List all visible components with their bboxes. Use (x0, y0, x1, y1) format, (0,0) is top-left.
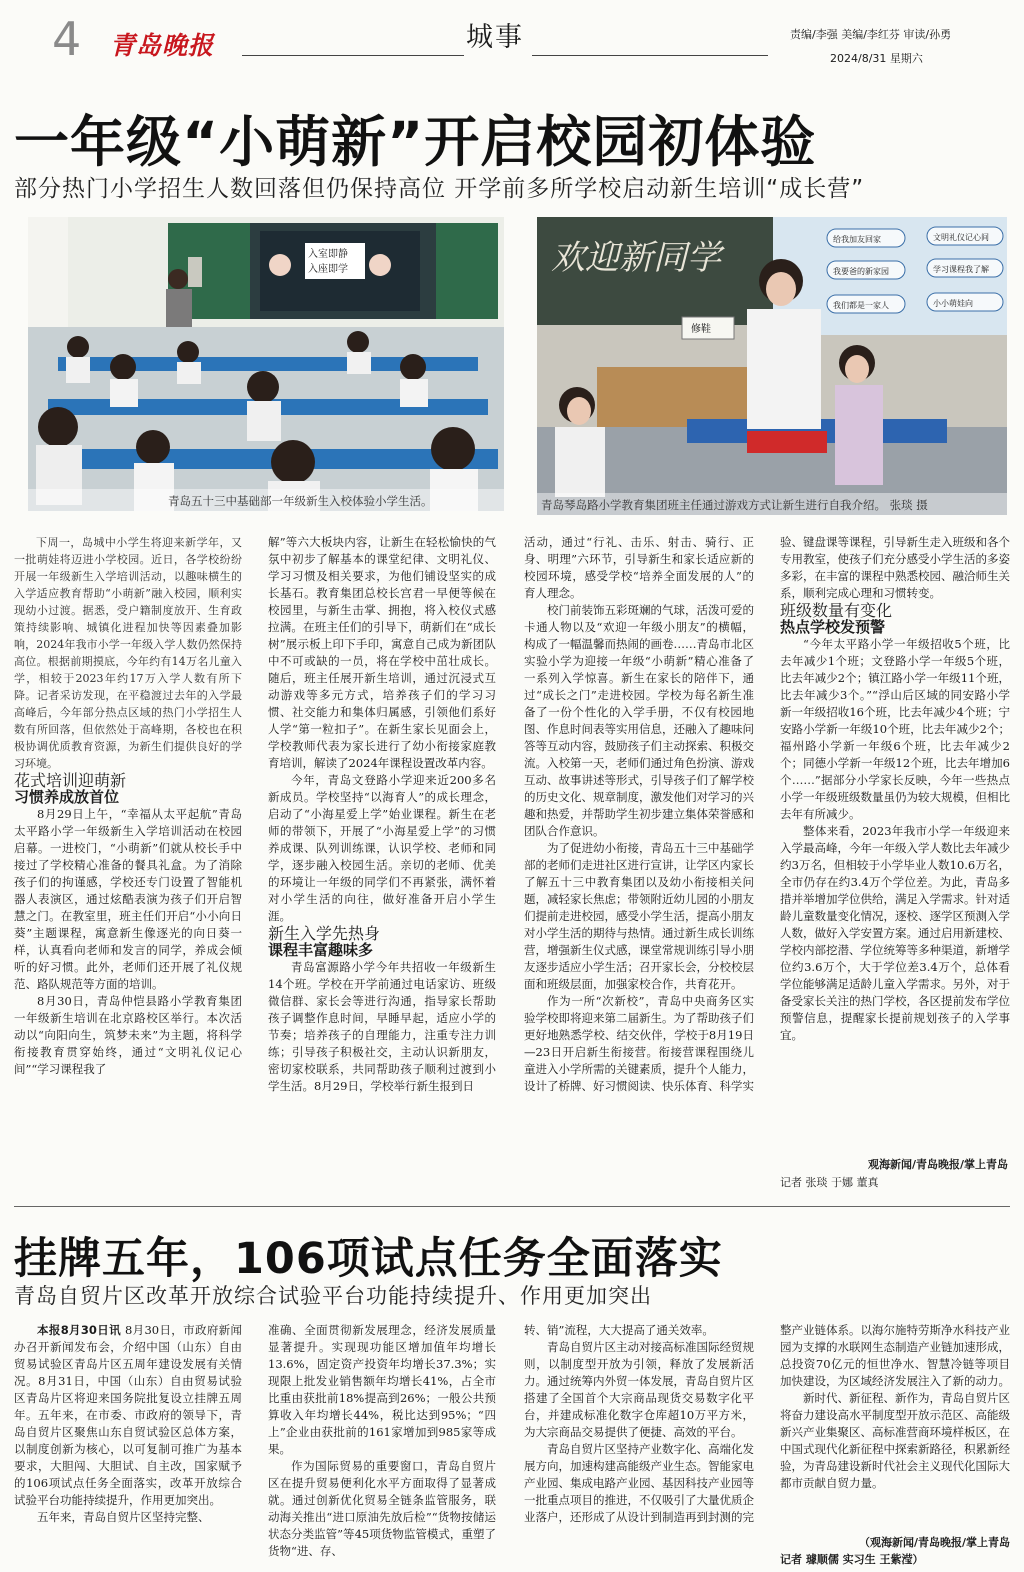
teacher-illustration (537, 217, 1007, 515)
article1-column-1 (14, 534, 242, 1192)
card-text: 修鞋 (691, 324, 711, 335)
article1-column-4 (780, 534, 1010, 1192)
article1-byline (780, 1156, 1008, 1192)
board-item-3: 我要爸的新家园 (833, 267, 889, 276)
paragraph: 整体来看，2023年我市小学一年级迎来入学最高峰，今年一年级入学人数比去年减少约3万名，但相较于小学毕业人数10.6万名，全市仍存在约3.4万个学位差。为此，青岛多措并举增加学位供给，满足入学需求。针对适龄儿童数量变化情况，逐校、逐学区预测入学人数，做好入学安置方案。通过启用新建校、学校内部挖潜、学位统筹等多种渠道，新增学位约3.6万个，大于学位差3.4万个，总体看学位能够满足适龄儿童入学需求。另外，对于备受家长关注的热门学校，各区提前发布学位预警信息，提醒家长提前规划孩子的入学事宜。 (780, 824, 1010, 1042)
article1-photo-classroom (28, 217, 504, 511)
paragraph: 青岛自贸片区主动对接高标准国际经贸规则，以制度型开放为引领，释放了发展新活力。通过统筹内外贸一体发展，青岛自贸片区搭建了全国首个大宗商品现货交易数字化平台，并建成标准化数字仓库超10万平方米，为大宗商品交易提供了便捷、高效的平台。 (524, 1340, 754, 1439)
article1-subheadline: 部分热门小学招生人数回落但仍保持高位 开学前多所学校启动新生培训“成长营” (14, 176, 865, 202)
paragraph: 作为一所“次新校”，青岛中央商务区实验学校即将迎来第二届新生。为了帮助孩子们更好地熟悉学校、结交伙伴，学校于8月19日—23日开启新生衔接营。衔接营课程围绕儿童进入小学所需的关键素质，提升个人能力，设计了桥牌、好习惯阅读、快乐体育、科学实 (524, 994, 754, 1093)
section-heading-3: 班级数量有变化 (780, 601, 893, 620)
article2-signature: （观海新闻/青岛晚报/掌上青岛 (858, 1536, 1010, 1549)
board-text-1: 入室即静 (308, 249, 348, 260)
issue-date: 2024/8/31 星期六 (830, 52, 923, 65)
paragraph: 解”等六大板块内容，让新生在轻松愉快的气氛中初步了解基本的课堂纪律、文明礼仪、学习习惯及相关要求，为他们铺设坚实的成长基石。教育集团总校长宫君一早便等候在校园里，与新生击掌、拥抱，将入校仪式感拉满。在班主任们的引导下，萌新们在“成长树”展示板上印下手印，寓意自己成为新团队中不可或缺的一员，将在学校中茁壮成长。随后，班主任展开新生培训，通过沉浸式互动游戏等多元方式，培养孩子们的学习习惯、社交能力和集体归属感，引领他们系好人学“第一粒扣子”。在新生家长见面会上，学校教师代表为家长进行了幼小衔接家庭教育培训，解读了2024年课程设置改革内容。 (268, 535, 496, 770)
article2-byline (780, 1534, 1010, 1568)
article2-column-1 (14, 1322, 242, 1570)
paragraph: 作为国际贸易的重要窗口，青岛自贸片区在提升贸易便利化水平方面取得了显著成就。通过创新优化贸易全链条监管服务，联动海关推出“进口原油先放后检”“货物按储运状态分类监管”等45项货物监管模式，重塑了货物“进、存、 (268, 1459, 496, 1558)
paragraph: 为了促进幼小衔接，青岛五十三中基础学部的老师们走进社区进行宣讲，让学区内家长了解五十三中教育集团以及幼小衔接相关问题，减轻家长焦虑；带领附近幼儿园的小朋友们提前走进校园，感受小学生活，提高小朋友对小学生活的期待与热情。通过新生成长训练营，增强新生仪式感，课堂常规训练引导小朋友逐步适应小学生活；召开家长会，分校校层面和班级层面，加强家校合作，共育花开。 (524, 841, 754, 991)
article1-column-3 (524, 534, 754, 1192)
photo1-caption: 青岛五十三中基础部一年级新生入校体验小学生活。 (28, 489, 504, 511)
article1-photo-teacher (537, 217, 1007, 515)
article2-subheadline: 青岛自贸片区改革开放综合试验平台功能持续提升、作用更加突出 (14, 1284, 652, 1308)
newspaper-logo: 青岛晚报 (110, 31, 215, 60)
paragraph: 今年，青岛文登路小学迎来近200多名新成员。学校坚持“以海育人”的成长理念，启动了“小海星爱上学”始业课程。新生在老师的带领下，开展了“小海星爱上学”的习惯养成课、队列训练课，认识学校、老师和同学，逐步融入校园生活。亲切的老师、优美的环境让一年级的同学们不再紧张，满怀着对小学生活的向往，做好准备开启小学生涯。 (268, 773, 496, 923)
section-subheading-1: 习惯养成放首位 (14, 788, 120, 806)
article-separator (14, 1206, 1010, 1207)
classroom-illustration (28, 217, 504, 511)
article1-lead: 下周一，岛城中小学生将迎来新学年，又一批萌娃将迈进小学校园。近日，各学校纷纷开展一年级新生入学培训活动，以趣味横生的入学适应教育帮助“小萌新”融入校园，顺利实现幼小过渡。据悉，受户籍制度放开、生育政策持续影响、城镇化进程加快等因素叠加影响，2024年我市小学一年级入学人数仍然保持高位。根据前期摸底，今年约有14万名儿童入学，相较于2023年约17万入学人数有所下降。记者采访发现，在平稳渡过去年的入学最高峰后，今年部分热点区域的热门小学招生人数有所回落，但依然处于高峰期，各校也在积极协调优质教育资源，为新生们提供良好的学习环境。 (14, 536, 242, 770)
page-number: 4 (52, 12, 82, 66)
paragraph: 校门前装饰五彩斑斓的气球，活泼可爱的卡通人物以及“欢迎一年级小朋友”的横幅，构成了一幅温馨而热闹的画卷……青岛市北区实验小学为迎接一年级“小萌新”精心准备了一系列入学惊喜。新生在家长的陪伴下，通过“成长之门”走进校园。学校为每名新生准备了一份个性化的入学手册，不仅有校园地图、作息时间表等实用信息，还融入了趣味问答等互动内容，鼓励孩子们主动探索、积极交流。入校第一天，老师们通过角色扮演、游戏互动、故事讲述等形式，引导孩子们了解学校的历史文化、规章制度，激发他们对学习的兴趣和热爱，并帮助学生初步建立集体荣誉感和团队合作意识。 (524, 603, 754, 838)
paragraph: 活动，通过“行礼、击乐、射击、骑行、正身、明理”六环节，引导新生和家长适应新的校园环境，感受学校“培养全面发展的人”的育人理念。 (524, 535, 754, 600)
article2-reporters: 记者 璩顺儒 实习生 王紫滢） (780, 1553, 924, 1566)
photo2-caption: 青岛琴岛路小学教育集团班主任通过游戏方式让新生进行自我介绍。 张琰 摄 (537, 493, 1007, 515)
board-item-1: 给我加友回家 (833, 235, 881, 244)
paragraph: 8月29日上午，“幸福从太平起航”青岛太平路小学一年级新生入学培训活动在校园启幕。一进校门，“小萌新”们就从校长手中接过了学校精心准备的餐具礼盒。为了消除孩子们的拘谨感，学校还专门设置了智能机器人表演区，通过炫酷表演为孩子们开启智慧之门。在教室里，班主任们开启“小小向日葵”主题课程，寓意新生像逐光的向日葵一样，认真看向老师和发言的同学，养成会倾听的好习惯。此外，老师们还开展了礼仪规范、路队规范等方面的培训。 (14, 807, 242, 991)
article1-reporters: 记者 张琰 于娜 董真 (780, 1176, 879, 1189)
editor-credits: 责编/李强 美编/李红芬 审读/孙勇 (790, 28, 952, 41)
board-item-2: 文明礼仪记心间 (933, 233, 989, 242)
board-item-6: 小小萌娃向 (933, 299, 973, 308)
paragraph: 准确、全面贯彻新发展理念，经济发展质量显著提升。实现现功能区增加值年均增长13.6%，固定资产投资年均增长37.3%；实现限上批发业销售额年均增长41%，占全市比重由获批前18%提高到26%；一般公共预算收入年均增长44%，税比达到95%；“四上”企业由获批前的161家增加到985家等成果。 (268, 1323, 496, 1456)
board-welcome-text: 欢迎新同学 (551, 238, 721, 278)
section-subheading-3: 热点学校发预警 (780, 618, 886, 636)
article2-headline: 挂牌五年，106项试点任务全面落实 (14, 1234, 723, 1284)
section-heading-1: 花式培训迎萌新 (14, 771, 127, 790)
paragraph: 验、键盘课等课程，引导新生走入班级和各个专用教室，使孩子们充分感受小学生活的多姿多彩，在丰富的课程中熟悉校园、融洽师生关系，顺利完成心理和习惯转变。 (780, 535, 1010, 600)
paragraph: 8月30日，青岛仲恺县路小学教育集团一年级新生培训在北京路校区举行。本次活动以“向阳向生，筑梦未来”为主题，将科学衔接教育贯穿始终，通过“文明礼仪记心间”“学习课程我了 (14, 994, 242, 1076)
board-text-2: 入座即学 (308, 264, 348, 275)
masthead-rule-right (532, 55, 768, 56)
section-heading-2: 新生入学先热身 (268, 924, 381, 943)
article1-column-2 (268, 534, 496, 1192)
article2-column-3 (524, 1322, 754, 1570)
paragraph: 五年来，青岛自贸片区坚持完整、 (37, 1510, 210, 1524)
masthead-rule-left (242, 55, 464, 56)
paragraph: 8月30日，市政府新闻办召开新闻发布会，介绍中国（山东）自由贸易试验区青岛片区五周年建设发展有关情况。8月31日，中国（山东）自由贸易试验区青岛片区将迎来国务院批复设立挂牌五周年。五年来，在市委、市政府的领导下，青岛自贸片区聚焦山东自贸试验区总体方案，以制度创新为核心，以可复制可推广为基本要求，大胆闯、大胆试、自主改，国家赋予的106项试点任务全面落实，改革开放综合试验平台功能持续提升，作用更加突出。 (14, 1323, 242, 1507)
paragraph: “今年太平路小学一年级招收5个班，比去年减少1个班；文登路小学一年级5个班，比去年减少2个；镇江路小学一年级11个班，比去年减少3个。”“浮山后区域的同安路小学新一年级招收16个班，比去年减少4个班；宁安路小学新一年级10个班，比去年减少2个；福州路小学新一年级6个班，比去年减少2个；同德小学新一年级12个班，比去年增加6个……”据部分小学家长反映，今年一些热点小学一年级班级数量虽仍为较大规模，但相比去年有所减少。 (780, 637, 1010, 821)
paragraph: 转、销”流程，大大提高了通关效率。 (524, 1323, 714, 1337)
article2-column-4 (780, 1322, 1010, 1536)
paragraph: 青岛自贸片区坚持产业数字化、高端化发展方向，加速构建高能级产业生态。智能家电产业园、集成电路产业园、基因科技产业园等一批重点项目的推进，不仅吸引了大量优质企业落户，还形成了从设计到制造再到封测的完 (524, 1442, 754, 1524)
paragraph: 新时代、新征程、新作为，青岛自贸片区将奋力建设高水平制度型开放示范区、高能级新兴产业集聚区、高标准营商环境样板区，在中国式现代化新征程中探索新路径，积累新经验，为青岛建设新时代社会主义现代化国际大都市贡献自贸力量。 (780, 1391, 1010, 1490)
paragraph: 青岛富源路小学今年共招收一年级新生14个班。学校在开学前通过电话家访、班级微信群、家长会等进行沟通，指导家长帮助孩子调整作息时间，早睡早起，适应小学的节奏；培养孩子的自理能力，注重专注力训练；引导孩子积极社交，主动认识新朋友，密切家校联系，共同帮助孩子顺利过渡到小学生活。8月29日，学校举行新生报到日 (268, 960, 496, 1093)
article2-column-2 (268, 1322, 496, 1570)
article1-headline: 一年级“小萌新”开启校园初体验 (14, 110, 817, 174)
board-item-5: 我们都是一家人 (833, 301, 889, 310)
section-title: 城事 (466, 22, 524, 53)
board-item-4: 学习课程我了解 (933, 265, 989, 274)
paragraph: 整产业链体系。以海尔施特劳斯净水科技产业园为支撑的水联网生态制造产业链加速形成，总投资70亿元的恒世净水、智慧冷链等项目加快建设，为区域经济发展注入了新的动力。 (780, 1323, 1010, 1388)
dateline-lead: 本报8月30日讯 (37, 1323, 121, 1337)
section-subheading-2: 课程丰富趣味多 (268, 941, 374, 959)
article1-signature: 观海新闻/青岛晚报/掌上青岛 (867, 1158, 1008, 1171)
